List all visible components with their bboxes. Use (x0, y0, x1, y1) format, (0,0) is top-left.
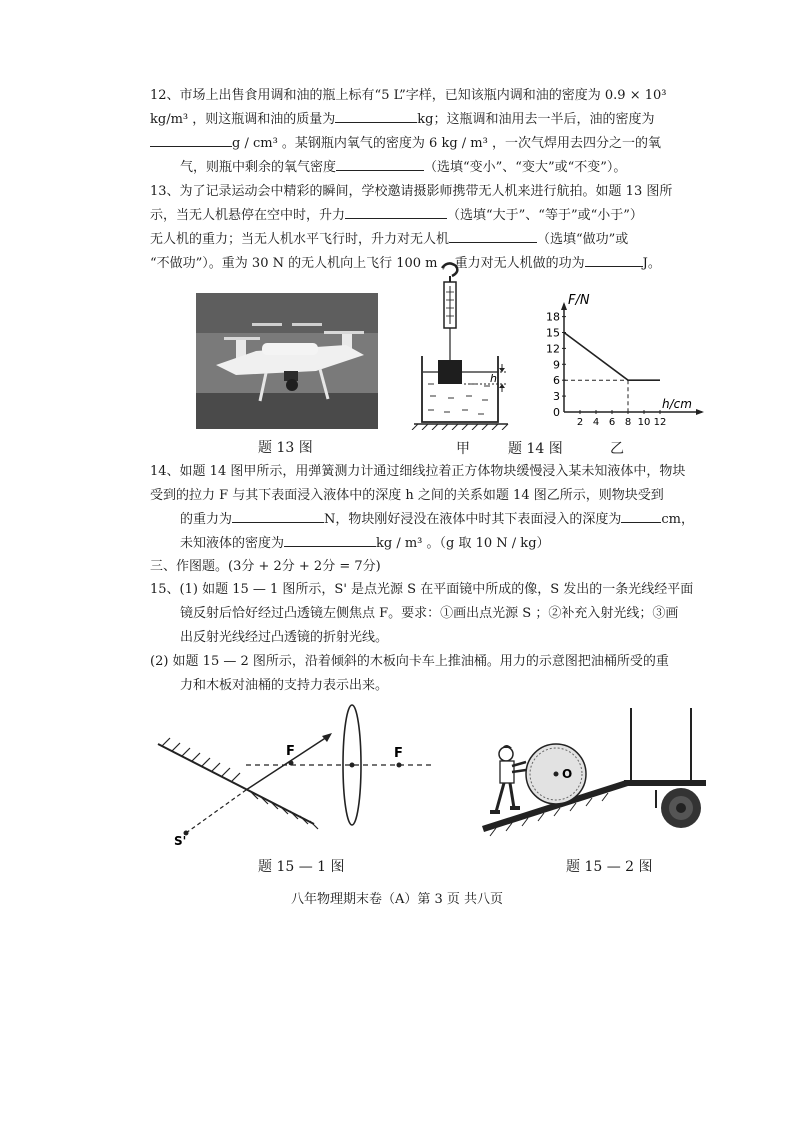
question-12 (150, 84, 710, 180)
q15-line-1: 15、(1) 如题 15 — 1 图所示，S' 是点光源 S 在平面镜中所成的像，S 发出的一条光线经平面 (150, 582, 694, 597)
q15-part-2-line-1: (2) 如题 15 — 2 图所示，沿着倾斜的木板向卡车上推油桶。用力的示意图把油桶所受的重 (150, 654, 669, 669)
focal-point-left-label: F (286, 744, 295, 759)
depth-label: h (490, 372, 497, 385)
y-tick-label: 3 (553, 390, 560, 404)
section-3-heading (150, 555, 710, 579)
x-axis-arrow (696, 409, 704, 415)
answer-blank[interactable] (585, 252, 643, 267)
answer-blank[interactable] (449, 228, 537, 243)
q12-line-2: kg/m³ ，则这瓶调和油的质量为 kg；这瓶调和油用去一半后，油的密度为 (150, 108, 710, 132)
q12-line-1: 12、市场上出售食用调和油的瓶上标有“5 L”字样，已知该瓶内调和油的密度为 0.9 × 10³ (150, 88, 667, 103)
x-tick-label: 8 (624, 417, 632, 428)
barrel-center-label: O (562, 767, 573, 781)
y-tick-label: 9 (553, 358, 560, 372)
question-14 (150, 460, 710, 556)
q14-line-4: 未知液体的密度为 kg / m³ 。（g 取 10 N / kg） (150, 532, 710, 556)
image-point-label: S' (174, 834, 187, 848)
answer-blank[interactable] (335, 108, 417, 123)
x-tick-label: 12 (653, 417, 667, 428)
x-tick-label: 4 (592, 417, 600, 428)
section-3-title: 三、作图题。(3分 + 2分 + 2分 = 7分) (150, 559, 381, 574)
page-footer: 八年物理期末卷（A）第 3 页 共八页 (290, 892, 504, 907)
question-15 (150, 578, 710, 698)
y-tick-label: 12 (546, 342, 560, 356)
barrel-ramp-diagram (476, 700, 716, 850)
q13-line-3: 无人机的重力；当无人机水平飞行时，升力对无人机 （选填“做功”或 (150, 228, 710, 252)
figure-14-caption: 题 14 图 (508, 441, 563, 457)
mirror-lens-diagram (150, 700, 440, 850)
q13-line-1: 13、为了记录运动会中精彩的瞬间，学校邀请摄影师携带无人机来进行航拍。如题 13 图所 (150, 184, 673, 199)
x-tick-label: 10 (637, 417, 651, 428)
answer-blank[interactable] (232, 508, 324, 523)
figure-13-caption: 题 13 图 (258, 440, 313, 456)
q12-line-4: 气，则瓶中剩余的氧气密度 （选填“变小”、“变大”或“不变”）。 (150, 156, 710, 180)
figure-14-caption-jia: 甲 (456, 441, 470, 457)
figure-15-2-caption: 题 15 — 2 图 (566, 859, 653, 875)
q13-line-2: 示，当无人机悬停在空中时，升力 （选填“大于”、“等于”或“小于”） (150, 204, 710, 228)
q14-line-2: 受到的拉力 F 与其下表面浸入液体中的深度 h 之间的关系如题 14 图乙所示，则物块受到 (150, 488, 664, 503)
x-axis-label: h/cm (662, 397, 692, 411)
answer-blank[interactable] (345, 204, 447, 219)
x-tick-label: 6 (608, 417, 616, 428)
q15-line-2: 镜反射后恰好经过凸透镜左侧焦点 F。要求：①画出点光源 S ；②补充入射光线；③画 (180, 606, 679, 621)
q15-part-2-line-2: 力和木板对油桶的支持力表示出来。 (180, 678, 389, 693)
y-axis-label: F/N (568, 293, 590, 308)
q15-line-3: 出反射光线经过凸透镜的折射光线。 (180, 630, 389, 645)
y-tick-label: 15 (546, 326, 560, 340)
y-axis-arrow (561, 302, 567, 310)
force-series-line (564, 333, 660, 381)
q12-line-3: g / cm³ 。某钢瓶内氧气的密度为 6 kg / m³ ，一次气焊用去四分之一的氧 (150, 132, 710, 156)
spring-scale-apparatus (408, 260, 526, 430)
y-tick-label: 6 (553, 374, 560, 388)
answer-blank[interactable] (621, 508, 661, 523)
q14-line-3: 的重力为 N，物块刚好浸没在液体中时其下表面浸入的深度为 cm， (150, 508, 710, 532)
x-tick-label: 2 (576, 417, 584, 428)
answer-blank[interactable] (150, 132, 232, 147)
y-tick-label: 0 (553, 406, 560, 419)
q13-line-4: “不做功”）。重为 30 N 的无人机向上飞行 100 m ，重力对无人机做的功为 J。 (150, 252, 710, 276)
q14-line-1: 14、如题 14 图甲所示，用弹簧测力计通过细线拉着正方体物块缓慢浸入某未知液体中，物块 (150, 464, 686, 479)
figure-15-1-caption: 题 15 — 1 图 (258, 859, 345, 875)
answer-blank[interactable] (336, 156, 424, 171)
figure-14-caption-yi: 乙 (610, 441, 624, 457)
drone-photo (196, 293, 378, 429)
force-depth-graph (536, 290, 706, 438)
y-tick-label: 18 (546, 310, 560, 324)
answer-blank[interactable] (284, 532, 376, 547)
focal-point-right-label: F (394, 746, 403, 761)
